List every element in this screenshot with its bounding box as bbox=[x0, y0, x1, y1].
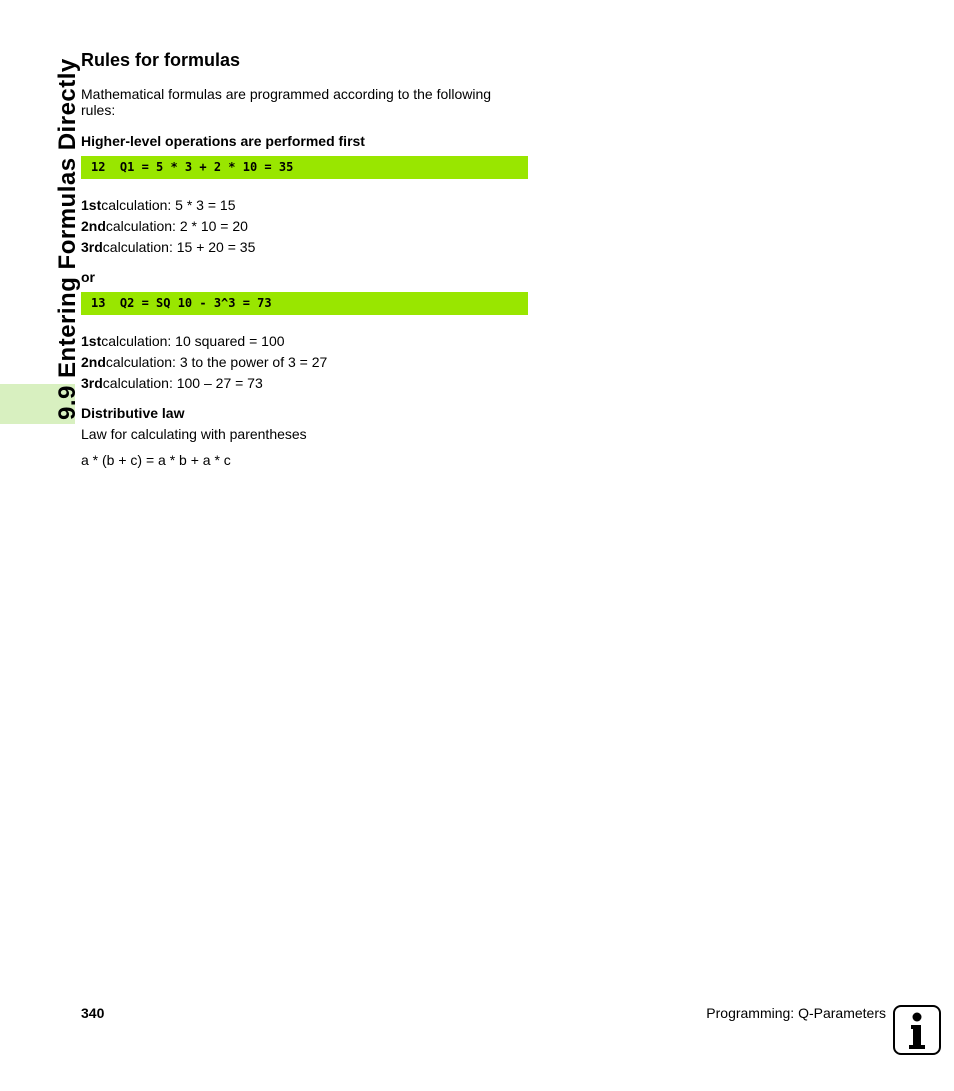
page-number: 340 bbox=[81, 1005, 105, 1021]
calc-line bbox=[81, 374, 263, 392]
calc-ordinal: 2nd bbox=[81, 218, 106, 234]
calc-text: calculation: 100 – 27 = 73 bbox=[102, 375, 263, 391]
calc-line bbox=[81, 332, 285, 350]
distributive-formula: a * (b + c) = a * b + a * c bbox=[81, 452, 231, 468]
calc-text: calculation: 3 to the power of 3 = 27 bbox=[105, 354, 328, 370]
main-content bbox=[81, 48, 528, 468]
intro-paragraph: Mathematical formulas are programmed according to the following rules: bbox=[81, 86, 492, 118]
calc-ordinal: 2nd bbox=[81, 354, 106, 370]
side-tab bbox=[0, 0, 81, 1091]
code-block-1: 12 Q1 = 5 * 3 + 2 * 10 = 35 bbox=[81, 156, 528, 179]
calc-text: calculation: 10 squared = 100 bbox=[101, 333, 285, 349]
calc-line bbox=[81, 353, 327, 371]
calc-line bbox=[81, 217, 248, 235]
calc-line bbox=[81, 196, 236, 214]
section-title: Rules for formulas bbox=[81, 50, 241, 70]
calc-ordinal: 1st bbox=[81, 197, 102, 213]
rule2-description: Law for calculating with parentheses bbox=[81, 426, 307, 442]
calc-ordinal: 3rd bbox=[81, 239, 103, 255]
info-icon bbox=[893, 1005, 941, 1055]
rule2-heading: Distributive law bbox=[81, 405, 185, 421]
calc-ordinal: 3rd bbox=[81, 375, 103, 391]
rule1-heading: Higher-level operations are performed first bbox=[81, 133, 365, 149]
calc-text: calculation: 2 * 10 = 20 bbox=[105, 218, 248, 234]
calc-text: calculation: 15 + 20 = 35 bbox=[102, 239, 256, 255]
calc-text: calculation: 5 * 3 = 15 bbox=[101, 197, 236, 213]
or-label: or bbox=[81, 269, 95, 285]
footer-chapter-title: Programming: Q-Parameters bbox=[706, 1005, 886, 1021]
calc-ordinal: 1st bbox=[81, 333, 102, 349]
calc-line bbox=[81, 238, 255, 256]
code-block-2: 13 Q2 = SQ 10 - 3^3 = 73 bbox=[81, 292, 528, 315]
side-tab-title: 9.9 Entering Formulas Directly bbox=[54, 58, 81, 420]
